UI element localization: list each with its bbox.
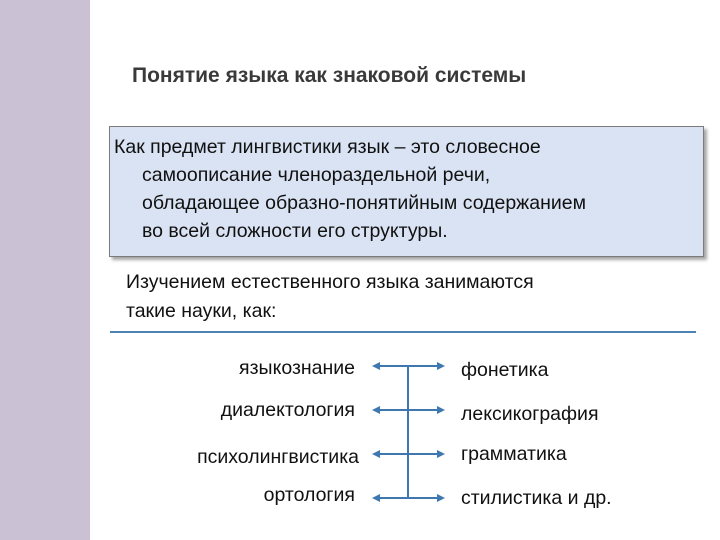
slide-title: Понятие языка как знаковой системы	[132, 64, 527, 87]
science-left-4: ортология	[263, 484, 355, 506]
science-right-2: лексикография	[461, 403, 599, 425]
science-left-3: психолингвистика	[197, 446, 359, 468]
science-right-1: фонетика	[461, 359, 549, 381]
intro-line-1: Изучением естественного языка занимаются	[126, 271, 534, 293]
science-right-4: стилистика и др.	[461, 487, 612, 509]
definition-line-2: самоописание членораздельной речи,	[142, 164, 491, 186]
science-right-3: грамматика	[461, 443, 567, 465]
definition-line-3: обладающее образно-понятийным содержанием	[142, 192, 586, 214]
definition-line-4: во всей сложности его структуры.	[142, 220, 448, 242]
science-left-2: диалектология	[220, 399, 355, 421]
science-left-1: языкознание	[239, 357, 355, 379]
definition-line-1: Как предмет лингвистики язык – это словесное	[114, 136, 541, 158]
intro-line-2: такие науки, как:	[126, 300, 277, 322]
